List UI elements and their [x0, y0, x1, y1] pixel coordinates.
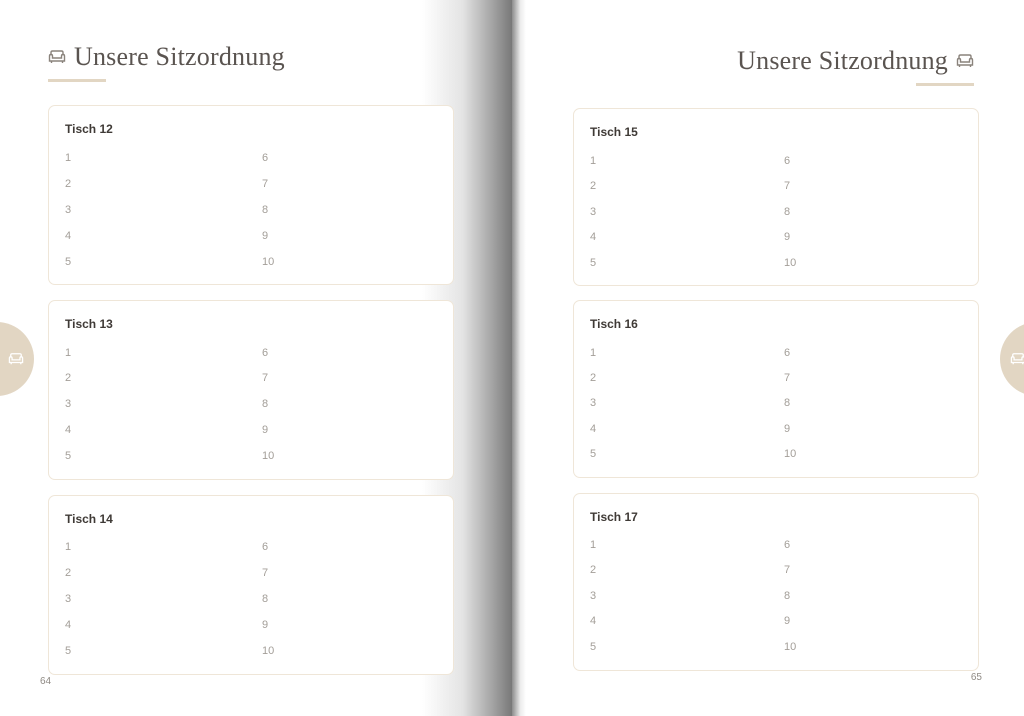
table-card-14 — [48, 495, 454, 675]
seat-number: 8 — [262, 398, 269, 410]
seat-number: 10 — [784, 641, 797, 653]
sofa-icon — [956, 53, 974, 69]
seat-number: 3 — [65, 204, 72, 216]
table-title: Tisch 16 — [590, 317, 638, 331]
seat-number: 10 — [784, 448, 797, 460]
seat-number: 3 — [65, 593, 72, 605]
right-page — [512, 0, 1024, 716]
seat-number: 2 — [65, 178, 72, 190]
heading-underline — [48, 79, 106, 82]
seat-number: 4 — [590, 615, 597, 627]
seat-number: 9 — [784, 615, 791, 627]
table-card-15 — [573, 108, 979, 286]
seat-number: 10 — [262, 645, 275, 657]
seat-number: 8 — [784, 590, 791, 602]
gutter-shadow — [512, 0, 526, 716]
seat-number: 9 — [784, 423, 791, 435]
seat-number: 2 — [590, 180, 597, 192]
page-title: Unsere Sitzordnung — [737, 46, 948, 75]
seat-number: 4 — [65, 619, 72, 631]
seat-number: 10 — [262, 256, 275, 268]
table-title: Tisch 15 — [590, 125, 638, 139]
seat-number: 7 — [262, 178, 269, 190]
heading-underline — [916, 83, 974, 86]
seat-number: 9 — [262, 230, 269, 242]
seat-number: 7 — [784, 564, 791, 576]
seat-number: 5 — [65, 645, 72, 657]
section-tab[interactable] — [0, 322, 34, 396]
sofa-icon — [1010, 352, 1024, 366]
page-number: 64 — [40, 676, 52, 687]
sofa-icon — [48, 49, 66, 65]
seat-number: 5 — [590, 257, 597, 269]
seat-number: 2 — [65, 567, 72, 579]
seat-number: 1 — [65, 152, 72, 164]
seat-number: 2 — [65, 372, 72, 384]
table-card-17 — [573, 493, 979, 671]
sofa-icon — [8, 352, 24, 366]
seat-number: 2 — [590, 564, 597, 576]
seat-number: 7 — [784, 180, 791, 192]
table-card-12 — [48, 105, 454, 285]
table-title: Tisch 17 — [590, 510, 638, 524]
seat-number: 6 — [784, 539, 791, 551]
table-title: Tisch 12 — [65, 122, 113, 136]
seat-number: 1 — [65, 347, 72, 359]
seat-number: 8 — [262, 593, 269, 605]
page-heading — [48, 42, 285, 72]
seat-number: 1 — [590, 155, 597, 167]
table-title: Tisch 13 — [65, 317, 113, 331]
table-card-16 — [573, 300, 979, 478]
seat-number: 6 — [262, 541, 269, 553]
seat-number: 5 — [65, 256, 72, 268]
table-card-13 — [48, 300, 454, 480]
seat-number: 4 — [65, 230, 72, 242]
seat-number: 6 — [784, 155, 791, 167]
section-tab[interactable] — [1000, 322, 1024, 396]
seat-number: 7 — [262, 567, 269, 579]
seat-number: 3 — [590, 590, 597, 602]
seat-number: 6 — [262, 152, 269, 164]
seat-number: 8 — [784, 397, 791, 409]
seat-number: 4 — [590, 231, 597, 243]
seat-number: 2 — [590, 372, 597, 384]
seat-number: 7 — [262, 372, 269, 384]
seat-number: 5 — [590, 641, 597, 653]
seat-number: 6 — [262, 347, 269, 359]
seat-number: 3 — [65, 398, 72, 410]
seat-number: 6 — [784, 347, 791, 359]
seat-number: 5 — [65, 450, 72, 462]
seat-number: 1 — [590, 539, 597, 551]
seat-number: 10 — [784, 257, 797, 269]
seat-number: 5 — [590, 448, 597, 460]
seat-number: 1 — [65, 541, 72, 553]
seat-number: 3 — [590, 206, 597, 218]
page-title: Unsere Sitzordnung — [74, 42, 285, 71]
page-number: 65 — [970, 672, 982, 683]
seat-number: 1 — [590, 347, 597, 359]
seat-number: 9 — [262, 424, 269, 436]
page-heading — [737, 46, 974, 76]
seat-number: 4 — [590, 423, 597, 435]
seat-number: 4 — [65, 424, 72, 436]
seat-number: 3 — [590, 397, 597, 409]
seat-number: 7 — [784, 372, 791, 384]
seat-number: 9 — [262, 619, 269, 631]
seat-number: 10 — [262, 450, 275, 462]
seat-number: 8 — [784, 206, 791, 218]
seat-number: 8 — [262, 204, 269, 216]
table-title: Tisch 14 — [65, 512, 113, 526]
seat-number: 9 — [784, 231, 791, 243]
